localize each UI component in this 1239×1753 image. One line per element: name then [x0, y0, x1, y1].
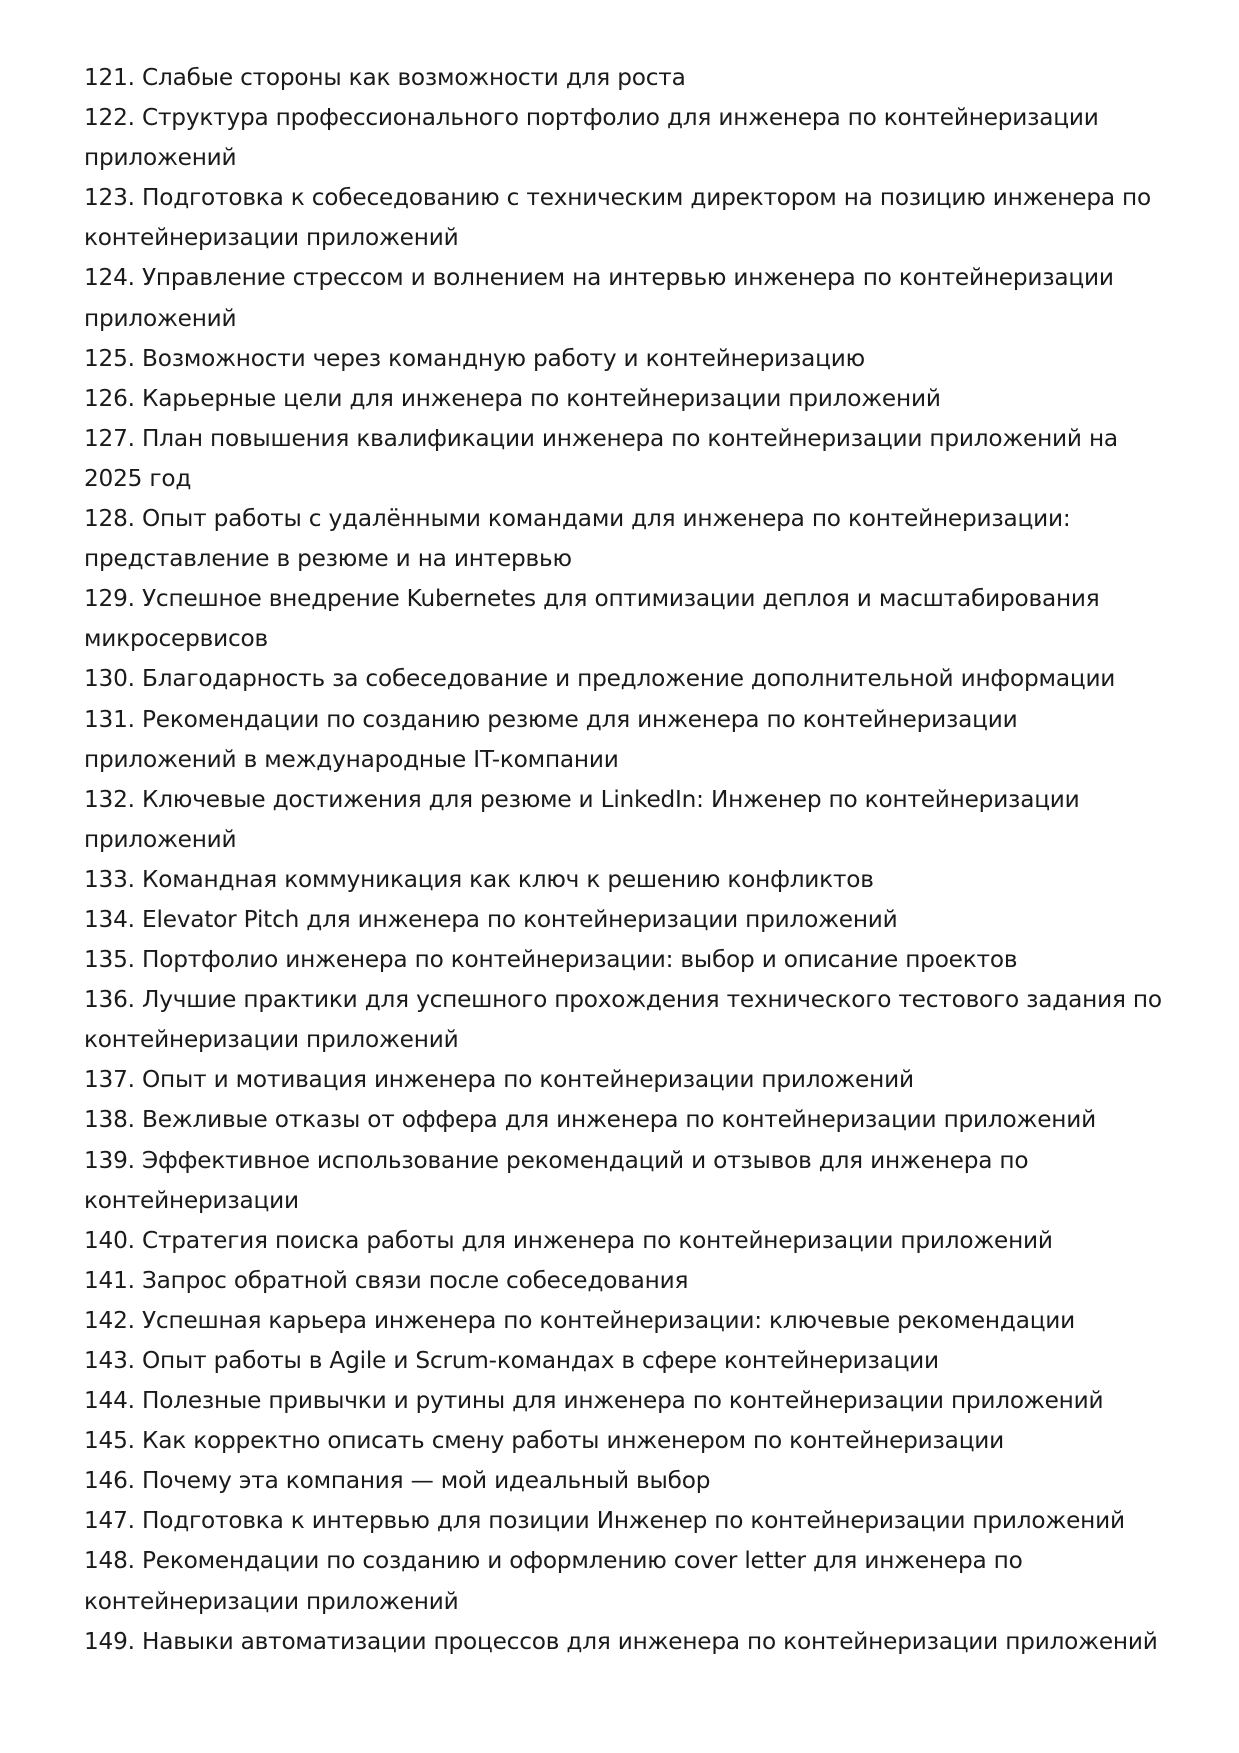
list-item: 127. План повышения квалификации инженера по контейнеризации приложений на 2025 год: [84, 424, 1118, 492]
list-item: 149. Навыки автоматизации процессов для инженера по контейнеризации приложений: [84, 1627, 1158, 1655]
list-item: 135. Портфолио инженера по контейнеризации: выбор и описание проектов: [84, 946, 1018, 974]
list-item: 148. Рекомендации по созданию и оформлению cover letter для инженера по контейнеризации приложений: [84, 1547, 1023, 1615]
list-item: 142. Успешная карьера инженера по контейнеризации: ключевые рекомендации: [84, 1306, 1076, 1334]
list-item: 129. Успешное внедрение Kubernetes для оптимизации деплоя и масштабирования микросервисов: [84, 585, 1100, 653]
list-item: 131. Рекомендации по созданию резюме для инженера по контейнеризации приложений в международные IT-компании: [84, 705, 1018, 773]
list-item: 136. Лучшие практики для успешного прохождения технического тестового задания по контейнеризации приложений: [84, 986, 1162, 1054]
list-item: 147. Подготовка к интервью для позиции Инженер по контейнеризации приложений: [84, 1507, 1125, 1535]
document-page: [84, 58, 1174, 1662]
list-item: 141. Запрос обратной связи после собеседования: [84, 1266, 689, 1294]
list-item: 123. Подготовка к собеседованию с техническим директором на позицию инженера по контейнеризации приложений: [84, 184, 1152, 252]
list-item: 137. Опыт и мотивация инженера по контейнеризации приложений: [84, 1066, 914, 1094]
list-item: 133. Командная коммуникация как ключ к решению конфликтов: [84, 865, 874, 893]
list-item: 134. Elevator Pitch для инженера по контейнеризации приложений: [84, 905, 898, 933]
list-item: 143. Опыт работы в Agile и Scrum-командах в сфере контейнеризации: [84, 1347, 939, 1374]
list-item: 125. Возможности через командную работу и контейнеризацию: [84, 344, 865, 372]
list-item: 132. Ключевые достижения для резюме и LinkedIn: Инженер по контейнеризации приложений: [84, 785, 1080, 853]
list-item: 130. Благодарность за собеседование и предложение дополнительной информации: [84, 665, 1116, 693]
list-item: 139. Эффективное использование рекомендаций и отзывов для инженера по контейнеризации: [84, 1146, 1029, 1214]
list-item: 144. Полезные привычки и рутины для инженера по контейнеризации приложений: [84, 1387, 1104, 1415]
list-item: 126. Карьерные цели для инженера по контейнеризации приложений: [84, 384, 941, 412]
list-item: 140. Стратегия поиска работы для инженера по контейнеризации приложений: [84, 1226, 1053, 1254]
list-item: 121. Слабые стороны как возможности для роста: [84, 64, 686, 91]
list-item: 122. Структура профессионального портфолио для инженера по контейнеризации приложений: [84, 104, 1099, 172]
list-item: 145. Как корректно описать смену работы инженером по контейнеризации: [84, 1427, 1005, 1455]
list-item: 138. Вежливые отказы от оффера для инженера по контейнеризации приложений: [84, 1106, 1096, 1134]
list-item: 128. Опыт работы с удалёнными командами для инженера по контейнеризации: представление в резюме и на интервью: [84, 505, 1071, 573]
list-item: 124. Управление стрессом и волнением на интервью инженера по контейнеризации приложений: [84, 264, 1114, 332]
list-item: 146. Почему эта компания — мой идеальный выбор: [84, 1467, 711, 1495]
